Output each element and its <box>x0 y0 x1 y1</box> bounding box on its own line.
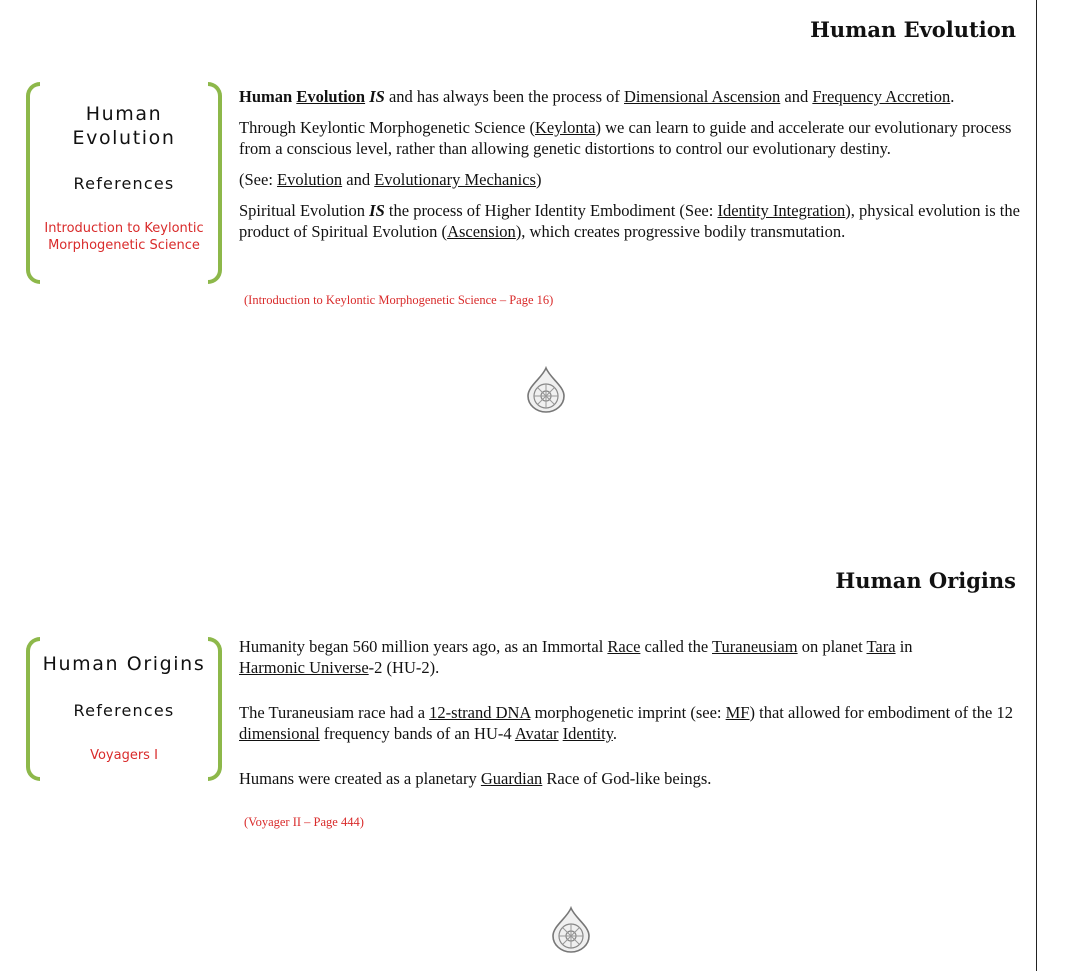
section-title-human-evolution: Human Evolution <box>810 17 1016 42</box>
emphasis-is: IS <box>369 201 385 220</box>
link-dimensional[interactable]: dimensional <box>239 724 320 743</box>
page-edge-line <box>1036 0 1037 971</box>
reference-link-voyagers-i[interactable]: Voyagers I <box>90 748 158 763</box>
paragraph <box>239 86 1029 107</box>
section-body-human-origins <box>239 636 1029 789</box>
citation: (Voyager II – Page 444) <box>244 815 364 829</box>
text: the process of Higher Identity Embodiment (See: <box>384 201 718 220</box>
paragraph <box>239 768 1029 789</box>
paragraph <box>239 200 1029 242</box>
link-harmonic-universe[interactable]: Harmonic Universe <box>239 658 369 677</box>
reference-link-intro-keylontic[interactable]: Introduction to Keylontic Morphogenetic Science <box>44 221 204 253</box>
text: -2 (HU-2). <box>368 658 440 677</box>
sidebar-title: Human Evolution <box>72 103 176 149</box>
text: ), physical evolution is the product of Spiritual Evolution ( <box>239 201 1020 241</box>
link-frequency-accretion[interactable]: Frequency Accretion <box>812 87 951 106</box>
text: Race of God-like beings. <box>542 769 712 788</box>
text: frequency bands of an HU-4 <box>319 724 515 743</box>
link-race[interactable]: Race <box>607 637 641 656</box>
paragraph <box>239 169 1029 190</box>
link-keylonta[interactable]: Keylonta <box>535 118 596 137</box>
link-guardian[interactable]: Guardian <box>480 769 543 788</box>
citation: (Introduction to Keylontic Morphogenetic Science – Page 16) <box>244 293 554 307</box>
text: on planet <box>797 637 867 656</box>
text: in <box>895 637 913 656</box>
sidebar-human-evolution <box>26 82 222 284</box>
link-identity-integration[interactable]: Identity Integration <box>717 201 846 220</box>
flame-emblem-icon <box>526 366 566 414</box>
text: ) <box>535 170 542 189</box>
link-dimensional-ascension[interactable]: Dimensional Ascension <box>624 87 781 106</box>
paragraph <box>239 636 1029 678</box>
text: ), which creates progressive bodily transmutation. <box>515 222 846 241</box>
text: ) we can learn to guide and accelerate our evolutionary process from a conscious level, rather than allowing genetic distortions to control our evolutionary destiny. <box>239 118 1012 158</box>
text: and <box>342 170 375 189</box>
text: Humans were created as a planetary <box>239 769 481 788</box>
link-tara[interactable]: Tara <box>866 637 896 656</box>
link-evolutionary-mechanics[interactable]: Evolutionary Mechanics <box>374 170 536 189</box>
text: morphogenetic imprint (see: <box>530 703 726 722</box>
text: and has always been the process of <box>384 87 624 106</box>
link-12-strand-dna[interactable]: 12-strand DNA <box>429 703 531 722</box>
paragraph <box>239 702 1029 744</box>
sidebar-references-heading: References <box>73 174 175 193</box>
text: Humanity began 560 million years ago, as an Immortal <box>239 637 608 656</box>
paragraph <box>239 117 1029 159</box>
link-evolution[interactable]: Evolution <box>296 87 366 106</box>
link-identity[interactable]: Identity <box>562 724 613 743</box>
text: . <box>950 87 955 106</box>
text: (See: <box>239 170 278 189</box>
link-evolution-see[interactable]: Evolution <box>277 170 343 189</box>
link-mf[interactable]: MF <box>725 703 750 722</box>
text: ) that allowed for embodiment of the 12 <box>749 703 1013 722</box>
sidebar-human-origins <box>26 637 222 781</box>
text: Spiritual Evolution <box>239 201 370 220</box>
text: called the <box>640 637 713 656</box>
text: and <box>780 87 813 106</box>
section-body-human-evolution <box>239 86 1029 242</box>
link-ascension[interactable]: Ascension <box>447 222 516 241</box>
emphasis-is: IS <box>369 87 385 106</box>
sidebar-title: Human Origins <box>42 653 206 675</box>
section-title-human-origins: Human Origins <box>835 568 1016 593</box>
link-turaneusiam[interactable]: Turaneusiam <box>712 637 798 656</box>
bold-term: Human <box>239 87 293 106</box>
link-avatar[interactable]: Avatar <box>514 724 559 743</box>
flame-emblem-icon <box>551 906 591 954</box>
text: . <box>612 724 618 743</box>
text: The Turaneusiam race had a <box>239 703 430 722</box>
sidebar-references-heading: References <box>73 701 175 720</box>
text: Through Keylontic Morphogenetic Science ( <box>239 118 535 137</box>
